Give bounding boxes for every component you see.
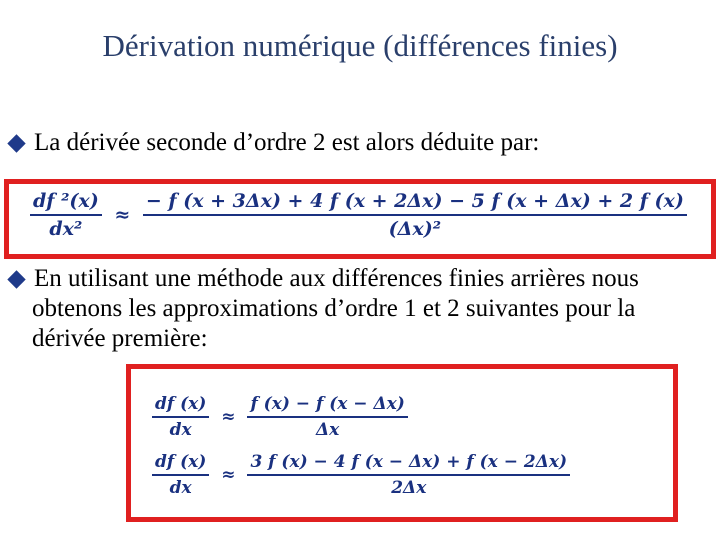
rhs-numerator: f (x) − f (x − Δx) <box>247 394 407 418</box>
approx-symbol: ≈ <box>221 407 236 427</box>
rhs-denominator: 2Δx <box>391 478 427 498</box>
lhs-fraction <box>152 394 209 440</box>
bullet-text-line: obtenons les approximations d’ordre 1 et 2 suivantes pour la <box>32 295 636 322</box>
formula-first-order <box>152 394 408 440</box>
rhs-numerator: − f (x + 3Δx) + 4 f (x + 2Δx) − 5 f (x + Δx) + 2 f (x) <box>143 190 687 216</box>
formula-second-derivative <box>30 190 687 240</box>
lhs-numerator: df ²(x) <box>30 190 102 216</box>
lhs-numerator: df (x) <box>152 452 209 476</box>
bullet-second-derivative <box>10 128 539 158</box>
rhs-numerator: 3 f (x) − 4 f (x − Δx) + f (x − 2Δx) <box>247 452 570 476</box>
lhs-numerator: df (x) <box>152 394 209 418</box>
lhs-denominator: dx <box>169 478 192 498</box>
lhs-fraction <box>152 452 209 498</box>
rhs-denominator: Δx <box>315 420 340 440</box>
bullet-text: La dérivée seconde d’ordre 2 est alors déduite par: <box>34 129 540 156</box>
rhs-fraction <box>143 190 687 240</box>
rhs-fraction <box>247 452 570 498</box>
lhs-denominator: dx² <box>49 218 83 240</box>
bullet-text-line: En utilisant une méthode aux différences finies arrières nous <box>34 265 639 292</box>
highlight-box-first-derivative <box>126 364 678 522</box>
formula-second-order <box>152 452 570 498</box>
rhs-fraction <box>247 394 407 440</box>
approx-symbol: ≈ <box>221 465 236 485</box>
approx-symbol: ≈ <box>114 204 131 226</box>
rhs-denominator: (Δx)² <box>388 218 442 240</box>
lhs-denominator: dx <box>169 420 192 440</box>
lhs-fraction <box>30 190 102 240</box>
bullet-backward-differences <box>10 264 716 354</box>
diamond-bullet-icon <box>7 134 25 152</box>
bullet-text-line: dérivée première: <box>32 325 208 352</box>
slide-title: Dérivation numérique (différences finies) <box>102 28 618 63</box>
